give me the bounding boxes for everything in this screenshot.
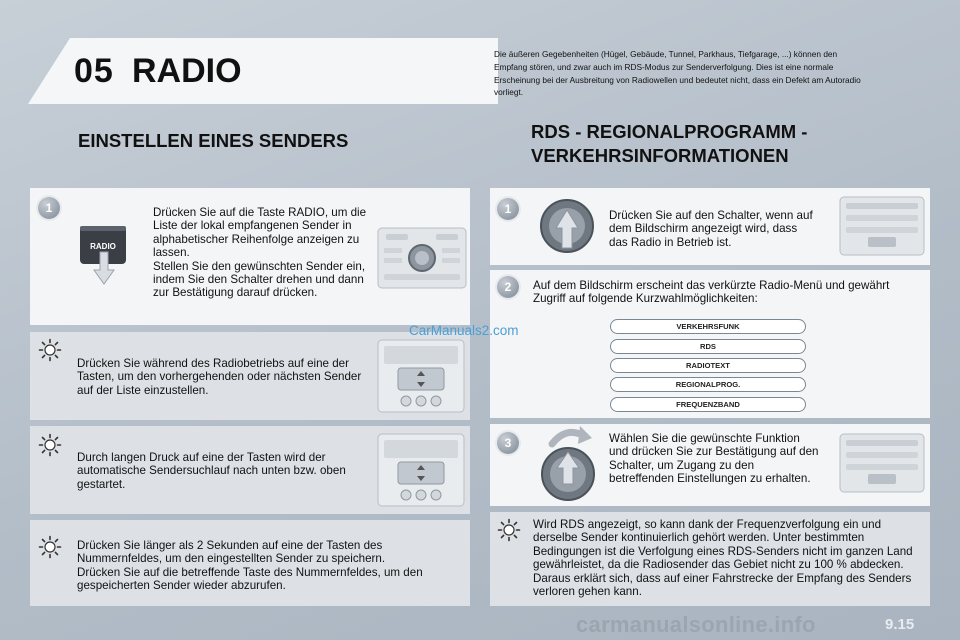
page-number: 9.15	[885, 616, 915, 633]
step-badge: 1	[497, 198, 519, 220]
left-tip2-text: Durch langen Druck auf eine der Tasten wird der automatische Sendersuchlauf nach unten bzw. oben gestartet.	[77, 451, 346, 491]
menu-item-radiotext[interactable]: RADIOTEXT	[610, 358, 806, 373]
radio-unit-knob-image	[838, 430, 926, 496]
menu-item-verkehrsfunk[interactable]: VERKEHRSFUNK	[610, 319, 806, 334]
radio-unit-arrows-image	[376, 338, 466, 414]
watermark-top: CarManuals2.com	[409, 323, 519, 338]
rotary-knob-icon	[538, 198, 596, 260]
left-tip3-text: Drücken Sie länger als 2 Sekunden auf eine der Tasten des Nummernfeldes, um den eingestellten Sender zu speichern. Drücken Sie auf die betreffende Taste des Nummernfeldes, um den gespeicherten Sender wieder abzurufen.	[77, 539, 423, 593]
rotary-knob-turn-icon	[538, 424, 598, 504]
tip-sun-icon	[497, 518, 521, 542]
chapter-title: RADIO	[132, 52, 242, 90]
reception-notice: Die äußeren Gegebenheiten (Hügel, Gebäude, Tunnel, Parkhaus, Tiefgarage, ...) können den Empfang stören, und zwar auch im RDS-Modus zur Senderverfolgung. Dies ist eine normale Erscheinung bei der Ausbreitung von Radiowellen und bedeutet nicht, dass ein Defekt am Autoradio vorliegt.	[494, 49, 861, 98]
step-badge: 3	[497, 432, 519, 454]
tip-sun-icon	[38, 535, 62, 559]
watermark-bottom: carmanualsonline.info	[576, 612, 816, 637]
radio-unit-knob-image	[838, 193, 926, 259]
step-badge: 1	[38, 197, 60, 219]
right-step1-text: Drücken Sie auf den Schalter, wenn auf dem Bildschirm angezeigt wird, dass das Radio in Betrieb ist.	[609, 209, 813, 249]
tip-sun-icon	[38, 338, 62, 362]
radio-unit-seek-image	[376, 432, 466, 508]
chapter-number: 05	[74, 52, 114, 90]
left-tip1-text: Drücken Sie während des Radiobetriebs auf eine der Tasten, um den vorhergehenden oder nächsten Sender auf der Liste einzustellen.	[77, 357, 362, 397]
left-step1-text: Drücken Sie auf die Taste RADIO, um die Liste der lokal empfangenen Sender in alphabetischer Reihenfolge anzeigen zu lassen. Stellen Sie den gewünschten Sender ein, indem Sie den Schalter drehen und dann zur Bestätigung darauf drücken.	[153, 206, 367, 300]
radio-unit-knob-image	[376, 222, 468, 294]
menu-item-regionalprog[interactable]: REGIONALPROG.	[610, 377, 806, 392]
right-section-heading: RDS - REGIONALPROGRAMM - VERKEHRSINFORMATIONEN	[531, 121, 808, 166]
step-badge: 2	[497, 276, 519, 298]
right-step3-text: Wählen Sie die gewünschte Funktion und drücken Sie zur Bestätigung auf den Schalter, um Zugang zu den betreffenden Einstellungen zu erhalten.	[609, 432, 819, 486]
left-section-heading: EINSTELLEN EINES SENDERS	[78, 130, 349, 151]
radio-button-icon	[78, 222, 130, 288]
menu-item-frequenzband[interactable]: FREQUENZBAND	[610, 397, 806, 412]
menu-item-rds[interactable]: RDS	[610, 339, 806, 354]
tip-sun-icon	[38, 433, 62, 457]
radio-button-label: RADIO	[90, 242, 116, 251]
right-tip-text: Wird RDS angezeigt, so kann dank der Frequenzverfolgung ein und derselbe Sender kontinuierlich gehört werden. Unter bestimmten Bedingungen ist die Verfolgung eines RDS-Senders nicht im ganzen Land gewährleistet, da die Radiosender das Gebiet nicht zu 100 % abdecken. Daraus erklärt sich, dass auf einer Fahrstrecke der Empfang des Senders verloren gehen kann.	[533, 518, 913, 599]
right-step2-text: Auf dem Bildschirm erscheint das verkürzte Radio-Menü und gewährt Zugriff auf folgende Kurzwahlmöglichkeiten:	[533, 279, 890, 306]
